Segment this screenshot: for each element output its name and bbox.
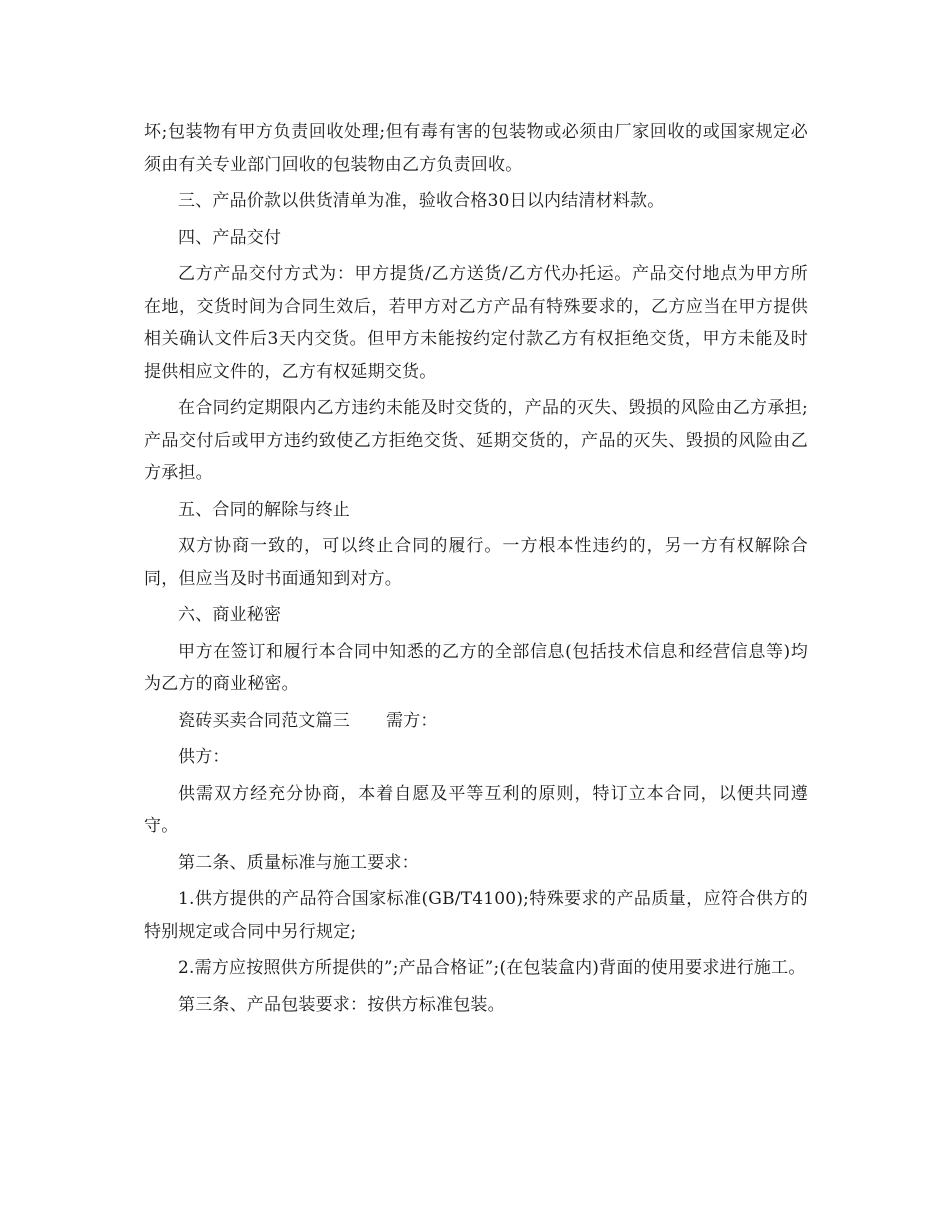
paragraph-delivery-risk: 在合同约定期限内乙方违约未能及时交货的，产品的灭失、毁损的风险由乙方承担;产品交付后或甲方违约致使乙方拒绝交货、延期交货的，产品的灭失、毁损的风险由乙方承担。 (144, 398, 808, 483)
supplier-label: 供方： (178, 747, 230, 767)
paragraph-article-3: 第三条、产品包装要求：按供方标准包装。 (178, 994, 505, 1015)
buyer-label: 需方： (386, 710, 438, 731)
paragraph-sample-title-line (144, 705, 808, 738)
heading-section-5: 五、合同的解除与终止 (178, 499, 350, 520)
sample-title: 瓷砖买卖合同范文篇三 (178, 710, 350, 731)
paragraph-preamble: 供需双方经充分协商，本着自愿及平等互利的原则，特订立本合同，以便共同遵守。 (144, 783, 808, 836)
paragraph-delivery-method: 乙方产品交付方式为：甲方提货/乙方送货/乙方代办托运。产品交付地点为甲方所在地，交货时间为合同生效后，若甲方对乙方产品有特殊要求的，乙方应当在甲方提供相关确认文件后3天内交货。但甲方未能按约定付款乙方有权拒绝交货，甲方未能及时提供相应文件的，乙方有权延期交货。 (144, 264, 808, 382)
heading-section-4: 四、产品交付 (178, 227, 282, 248)
paragraph-section-3-price: 三、产品价款以供货清单为准，验收合格30日以内结清材料款。 (178, 191, 665, 211)
paragraph-termination: 双方协商一致的，可以终止合同的履行。一方根本性违约的，另一方有权解除合同，但应当及时书面通知到对方。 (144, 536, 808, 589)
heading-article-2: 第二条、质量标准与施工要求： (178, 852, 419, 873)
paragraph-trade-secrets: 甲方在签订和履行本合同中知悉的乙方的全部信息(包括技术信息和经营信息等)均为乙方的商业秘密。 (144, 641, 808, 694)
document-body (144, 116, 808, 1025)
paragraph-article-2-item-1: 1.供方提供的产品符合国家标准(GB/T4100);特殊要求的产品质量，应符合供方的特别规定或合同中另行规定; (144, 889, 808, 942)
paragraph-packaging-recycling: 坏;包装物有甲方负责回收处理;但有毒有害的包装物或必须由厂家回收的或国家规定必须由有关专业部门回收的包装物由乙方负责回收。 (144, 122, 808, 175)
paragraph-article-2-item-2: 2.需方应按照供方所提供的”;产品合格证”;(在包装盒内)背面的使用要求进行施工。 (178, 958, 806, 978)
heading-section-6: 六、商业秘密 (178, 605, 282, 625)
